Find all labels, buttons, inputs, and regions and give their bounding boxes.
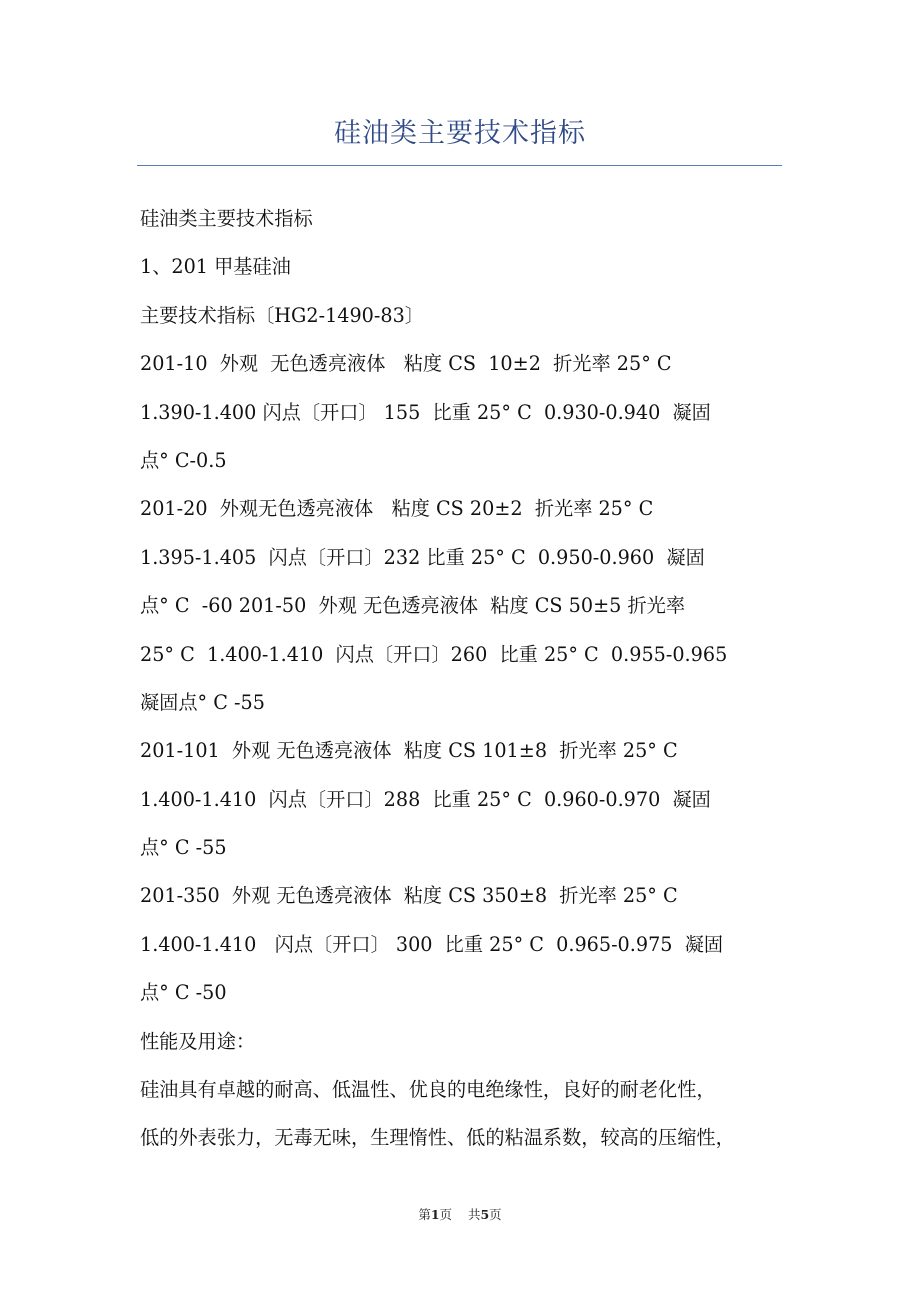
- body-line: 硅油类主要技术指标: [140, 207, 313, 230]
- body-line: 硅油具有卓越的耐高、低温性、优良的电绝缘性，良好的耐老化性，: [140, 1078, 716, 1102]
- body-line: 点° C -55: [140, 836, 227, 860]
- body-line: 点° C -50: [140, 981, 227, 1005]
- body-line: 1.400-1.410 闪点〔开口〕288 比重 25° C 0.960-0.970 凝固: [140, 787, 711, 811]
- body-line: 1.400-1.410 闪点〔开口〕 300 比重 25° C 0.965-0.975 凝固: [140, 932, 724, 956]
- footer-page-prefix: 第: [418, 1207, 431, 1222]
- body-line: 201-101 外观 无色透亮液体 粘度 CS 101±8 折光率 25° C: [140, 739, 678, 763]
- body-line: 1.390-1.400 闪点〔开口〕 155 比重 25° C 0.930-0.940 凝固: [140, 400, 711, 424]
- document-title: 硅油类主要技术指标: [334, 118, 586, 149]
- body-line: 性能及用途：: [140, 1029, 256, 1053]
- body-line: 点° C-0.5: [140, 448, 227, 472]
- body-line: 201-20 外观无色透亮液体 粘度 CS 20±2 折光率 25° C: [140, 497, 654, 521]
- body-line: 点° C -60 201-50 外观 无色透亮液体 粘度 CS 50±5 折光率: [140, 594, 686, 618]
- footer-page-number: 1: [430, 1207, 440, 1222]
- title-divider: [137, 165, 782, 166]
- body-line: 低的外表张力，无毒无味，生理惰性、低的粘温系数，较高的压缩性，: [140, 1126, 735, 1150]
- body-line: 1.395-1.405 闪点〔开口〕232 比重 25° C 0.950-0.960 凝固: [140, 545, 705, 569]
- body-line: 25° C 1.400-1.410 闪点〔开口〕260 比重 25° C 0.955-0.965: [140, 642, 728, 666]
- footer-page-suffix: 页: [439, 1207, 453, 1222]
- body-line: 凝固点° C -55: [140, 690, 265, 714]
- body-line: 201-350 外观 无色透亮液体 粘度 CS 350±8 折光率 25° C: [140, 884, 678, 908]
- body-line: 201-10 外观 无色透亮液体 粘度 CS 10±2 折光率 25° C: [140, 352, 672, 376]
- footer-total-pages: 5: [480, 1207, 490, 1222]
- body-line: 主要技术指标〔HG2-1490-83〕: [140, 303, 424, 327]
- body-line: 1、201 甲基硅油: [140, 255, 291, 279]
- document-body: [140, 195, 790, 1163]
- footer-total-prefix: 共: [467, 1207, 481, 1222]
- footer-total-suffix: 页: [489, 1207, 502, 1222]
- page-footer: [0, 1205, 920, 1223]
